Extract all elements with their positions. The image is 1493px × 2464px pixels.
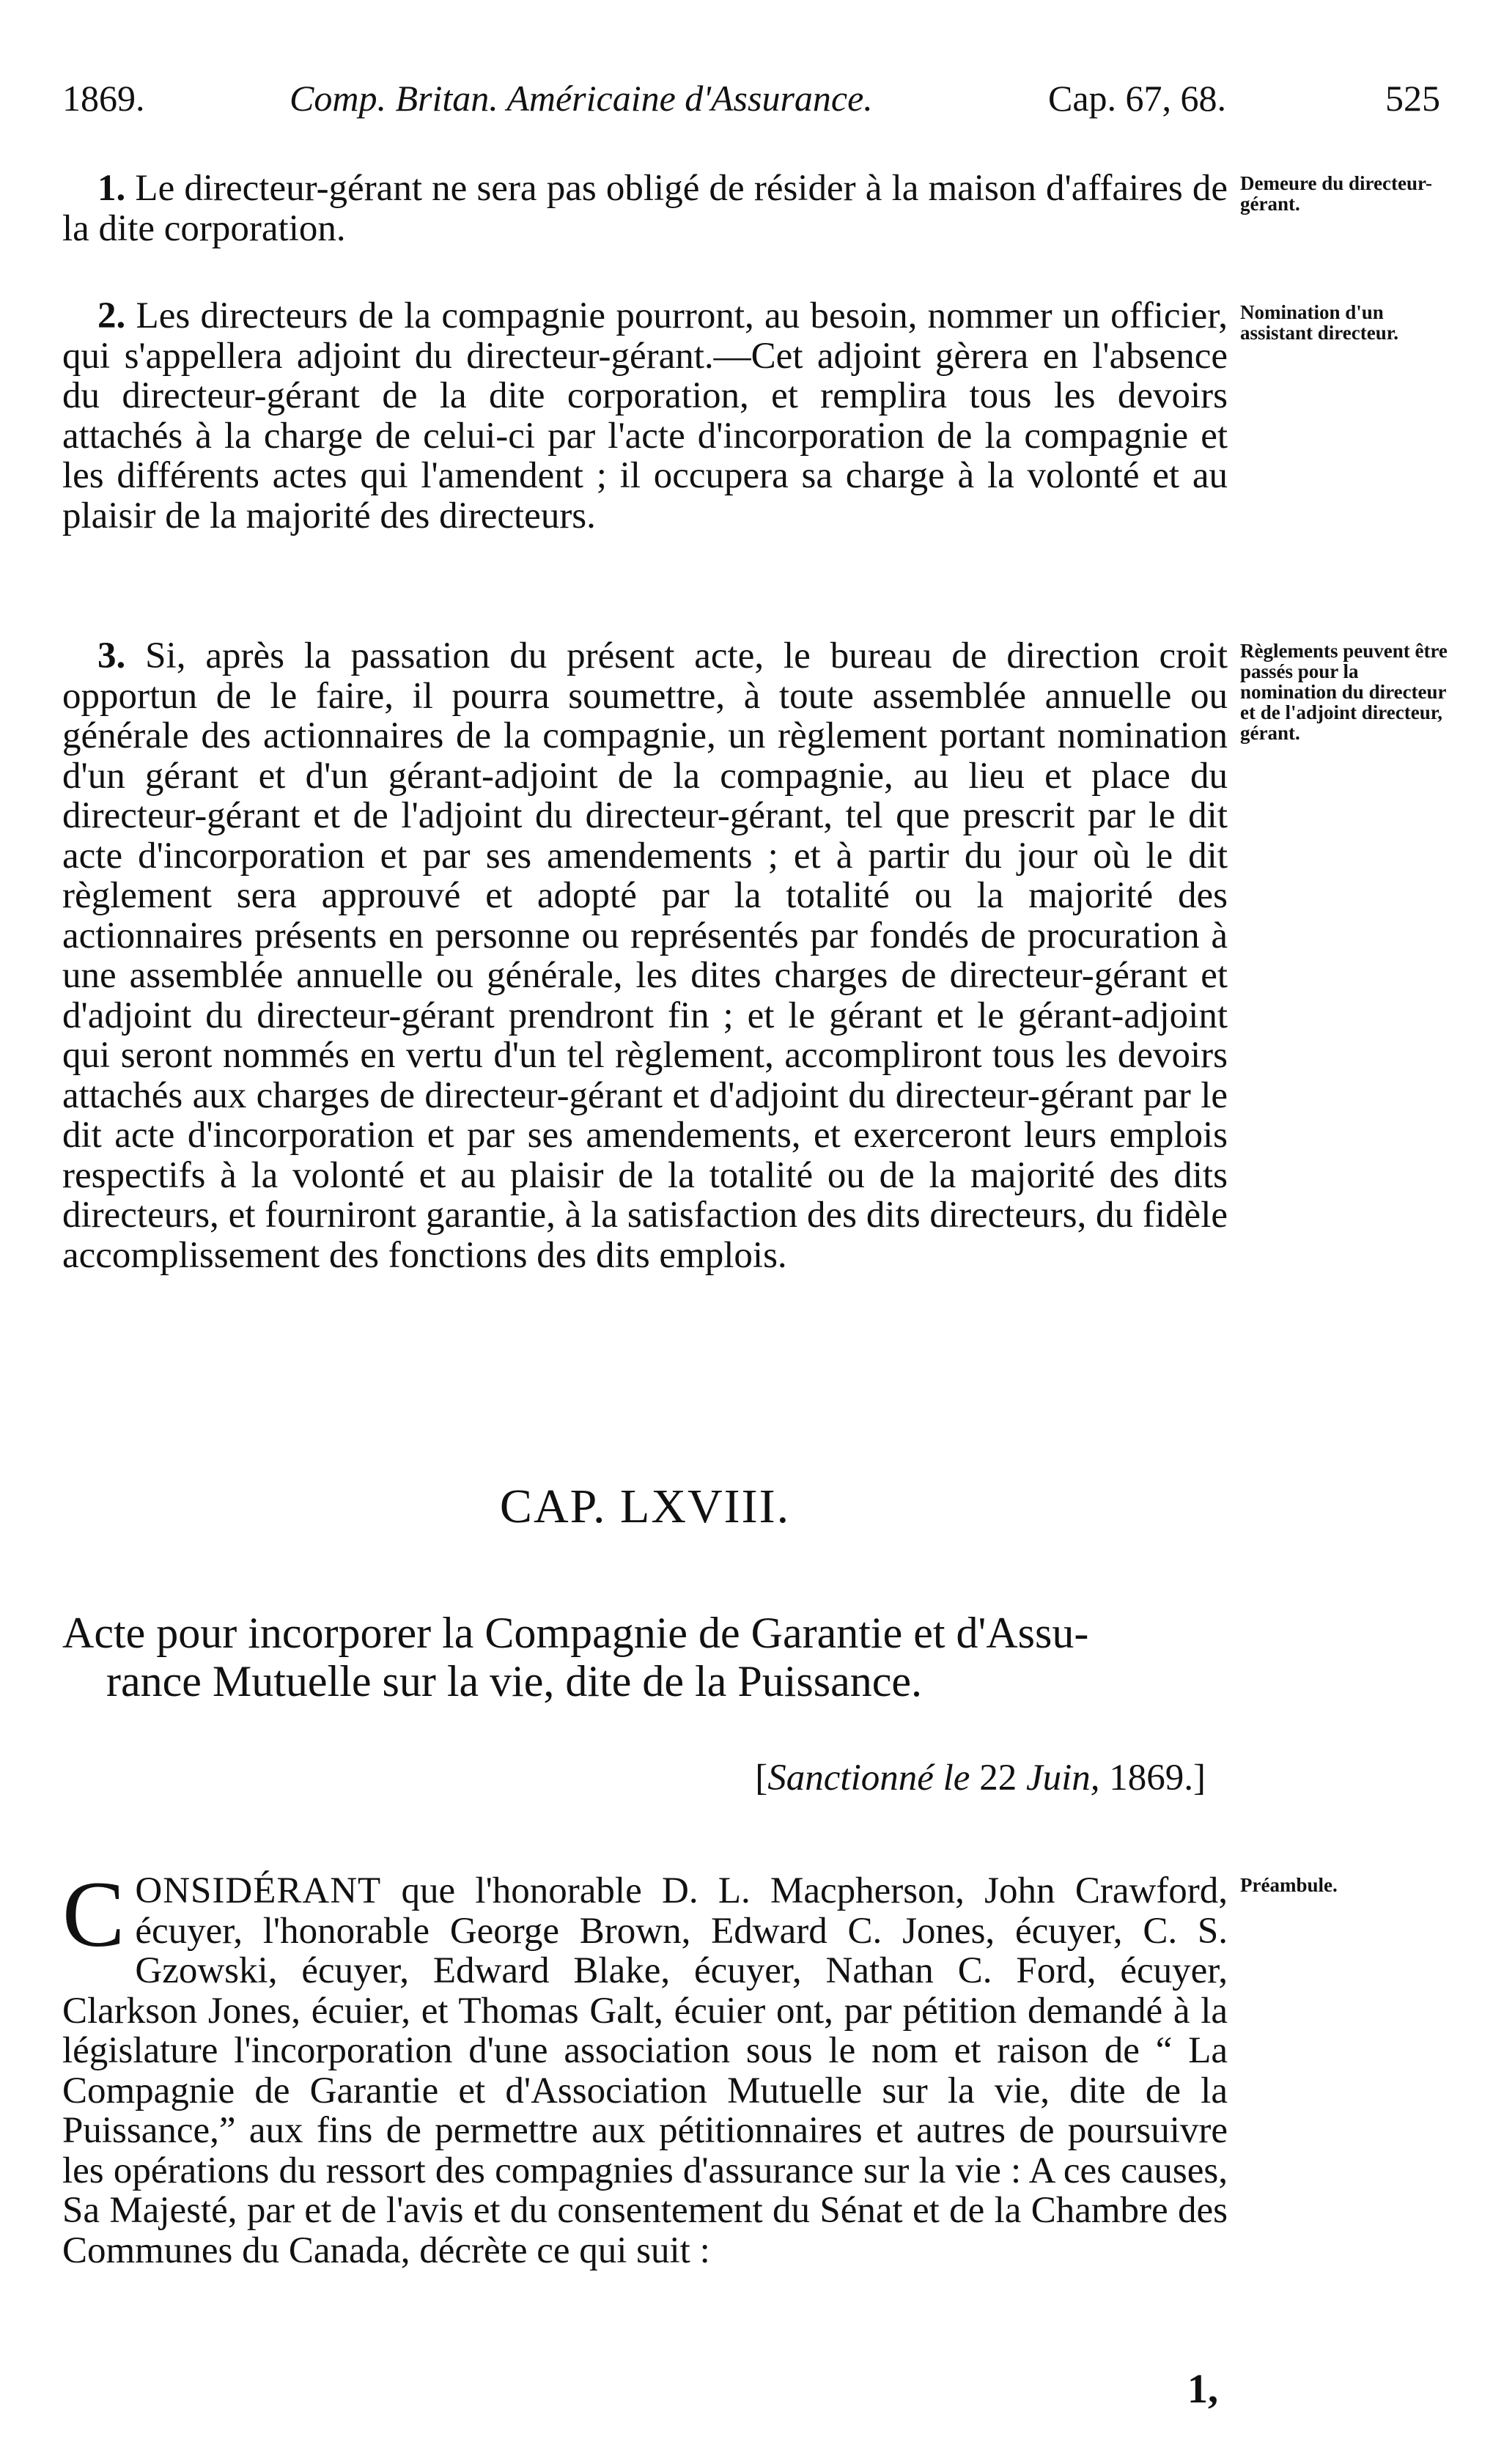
header-title: Comp. Britan. Américaine d'Assurance.: [290, 78, 873, 119]
act-title: [62, 1609, 1228, 1705]
page-number: 525: [1385, 78, 1440, 119]
section-1: [62, 169, 1228, 248]
section-text: Les directeurs de la compagnie pourront, au besoin, nommer un officier, qui s'appellera adjoint du directeur-gérant.—Cet adjoint gèrera en l'absence du directeur-gérant de la dite corporation, et remplira tous les devoirs attachés à la charge de celui-ci par l'acte d'incorporation de la compagnie et les différents actes qui l'amendent ; il occupera sa charge à la volonté et au plaisir de la majorité des directeurs.: [62, 295, 1228, 536]
sanction-month: Juin,: [1025, 1757, 1100, 1799]
sanction-day: 22: [979, 1757, 1017, 1799]
preamble-text: que l'honorable D. L. Macpherson, John Crawford, écuyer, l'honorable George Brown, Edward C. Jones, écuyer, C. S. Gzowski, écuyer, Edward Blake, écuyer, Nathan C. Ford, écuyer, Clarkson Jones, écuier, et Thomas Galt, écuier ont, par pétition demandé à la législature l'incorporation d'une association sous le nom et raison de “ La Compagnie de Garantie et d'Association Mutuelle sur la vie, dite de la Puissance,” aux fins de permettre aux pétitionnaires et autres de poursuivre les opérations du ressort des compagnies d'assurance sur la vie : A ces causes, Sa Majesté, par et de l'avis et du consentement du Sénat et de la Chambre des Communes du Canada, décrète ce qui suit :: [62, 1870, 1228, 2271]
section-number: 2.: [97, 295, 126, 336]
sanction-label: Sanctionné le: [767, 1757, 970, 1799]
act-title-line-1: Acte pour incorporer la Compagnie de Garantie et d'Assu-: [62, 1609, 1089, 1657]
margin-note-preamble: Préambule.: [1240, 1874, 1338, 1896]
header-year: 1869.: [62, 78, 145, 119]
margin-note-2: Nomination d'un assistant directeur.: [1240, 301, 1398, 344]
header-chapter: Cap. 67, 68.: [1048, 78, 1227, 119]
section-number: 3.: [97, 635, 126, 676]
act-title-line-2: rance Mutuelle sur la vie, dite de la Puissance.: [106, 1657, 922, 1705]
section-number: 1.: [97, 168, 126, 209]
section-text: Si, après la passation du présent acte, le bureau de direction croit opportun de le faire, il pourra soumettre, à toute assemblée annuelle ou générale des actionnaires de la compagnie, un règlement portant nomination d'un gérant et d'un gérant-adjoint de la compagnie, au lieu et place du directeur-gérant et de l'adjoint du directeur-gérant, tel que prescrit par le dit acte d'incorporation et par ses amendements ; et à partir du jour où le dit règlement sera approuvé et adopté par la totalité ou la majorité des actionnaires présents en personne ou représentés par fondés de procuration à une assemblée annuelle ou générale, les dites charges de directeur-gérant et d'adjoint du directeur-gérant prendront fin ; et le gérant et le gérant-adjoint qui seront nommés en vertu d'un tel règlement, accompliront tous les devoirs attachés aux charges de directeur-gérant et d'adjoint du directeur-gérant par le dit acte d'incorporation et par ses amendements, et exerceront leurs emplois respectifs à la volonté et au plaisir de la totalité ou de la majorité des dits directeurs, et fourniront garantie, à la satisfaction des dits directeurs, du fidèle accomplissement des fonctions des dits emplois.: [62, 635, 1228, 1276]
section-3: [62, 636, 1228, 1275]
footer-signature-mark: 1,: [1187, 2367, 1218, 2412]
chapter-title: CAP. LXVIII.: [499, 1480, 791, 1533]
margin-note-1: Demeure du directeur-gérant.: [1240, 172, 1432, 215]
drop-cap: C: [62, 1862, 125, 1966]
page-header: [62, 77, 1440, 136]
preamble-lead: ONSIDÉRANT: [135, 1870, 382, 1911]
preamble: [62, 1862, 1228, 2271]
sanction-year: 1869.]: [1109, 1757, 1206, 1799]
margin-note-3: Règlements peuvent être passés pour la nomination du directeur et de l'adjoint directeur, gérant.: [1240, 640, 1448, 744]
section-text: Le directeur-gérant ne sera pas obligé de résider à la maison d'affaires de la dite corporation.: [62, 168, 1228, 249]
section-2: [62, 296, 1228, 536]
sanction-open-bracket: [: [755, 1757, 768, 1799]
sanction-date: [62, 1757, 1206, 1799]
